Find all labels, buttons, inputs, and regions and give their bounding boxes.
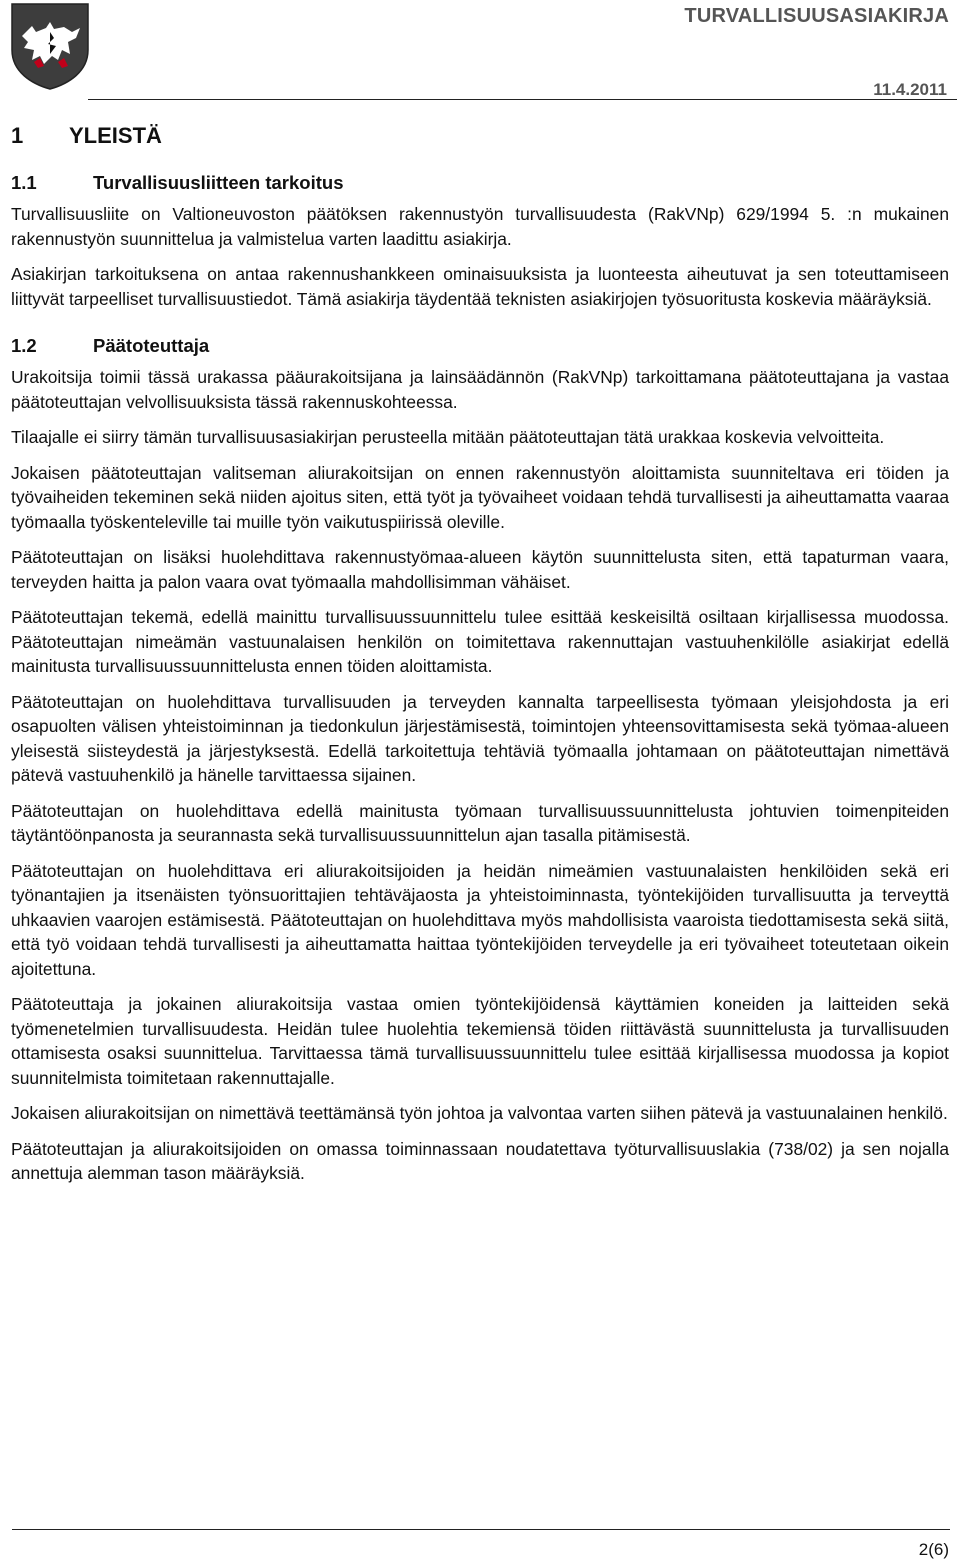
wolf-emblem-icon (10, 2, 90, 90)
paragraph: Päätoteuttajan tekemä, edellä mainittu turvallisuussuunnittelu tulee esittää keskeisiltä osiltaan kirjallisessa muodossa. Päätoteuttajan nimeämän vastuunalaisen henkilön on toimitettava rakennuttajan vastuuhenkilölle asiakirjat edellä mainitusta turvallisuussuunnittelusta ennen töiden aloittamista. (11, 607, 949, 676)
document-date: 11.4.2011 (873, 80, 947, 99)
paragraph: Jokaisen aliurakoitsijan on nimettävä teettämänsä työn johtoa ja valvontaa varten siihen pätevä ja vastuunalainen henkilö. (11, 1103, 948, 1123)
paragraph: Urakoitsija toimii tässä urakassa pääurakoitsijana ja lainsäädännön (RakVNp) tarkoittamana päätoteuttajana ja vastaa päätoteuttajan velvollisuuksista tässä rakennuskohteessa. (11, 367, 949, 412)
document-title: TURVALLISUUSASIAKIRJA (684, 5, 949, 27)
document-body (11, 120, 949, 1197)
paragraph: Päätoteuttajan ja aliurakoitsijoiden on omassa toiminnassaan noudatettava työturvallisuuslakia (738/02) ja sen nojalla annettuja alemman tason määräyksiä. (11, 1138, 949, 1183)
footer-divider (12, 1529, 950, 1530)
subsection-number: 1.1 (11, 172, 37, 193)
paragraph: Päätoteuttajan on huolehdittava eri aliurakoitsijoiden ja heidän nimeämien vastuunalaisten henkilöiden sekä eri työnantajien ja itsenäisten työnsuorittajien tehtäväjaosta ja yhteistoiminnasta, työntekijöiden turvallisuutta ja terveyttä uhkaavien vaarojen estämisestä. Päätoteuttajan on huolehdittava myös mahdollisista vaaroista tiedottamisesta sekä siitä, että työ voidaan tehdä turvallisesti ja aiheuttamatta haittaa työntekijöiden terveydelle ja eri työvaiheet toteutetaan oikein ajoitettuna. (11, 860, 949, 979)
paragraph: Asiakirjan tarkoituksena on antaa rakennushankkeen ominaisuuksista ja luonteesta aiheutuvat ja sen toteuttamiseen liittyvät tarpeelliset turvallisuustiedot. Tämä asiakirja täydentää teknisten asiakirjojen työsuoritusta koskevia määräyksiä. (11, 264, 949, 309)
paragraph: Päätoteuttajan on lisäksi huolehdittava rakennustyömaa-alueen käytön suunnittelusta siten, että tapaturman vaara, terveyden haitta ja palon vaara ovat työmaalla mahdollisimman vähäiset. (11, 547, 949, 592)
subsection-heading-1-2 (11, 333, 949, 359)
header-divider (88, 99, 957, 100)
subsection-number: 1.2 (11, 335, 37, 356)
section-title: YLEISTÄ (69, 123, 162, 148)
subsection-title: Turvallisuusliitteen tarkoitus (93, 172, 344, 193)
paragraph: Päätoteuttaja ja jokainen aliurakoitsija vastaa omien työntekijöidensä käyttämien koneiden ja laitteiden sekä työmenetelmien turvallisuudesta. Heidän tulee huolehtia tekemiensä töiden riittävästä suunnittelusta ja turvallisuuden ottamisesta osaksi suunnittelua. Tarvittaessa tämä turvallisuussuunnittelu tulee esittää kirjallisessa muodossa ja kopiot suunnitelmista toimitetaan rakennuttajalle. (11, 994, 949, 1088)
section-number: 1 (11, 123, 24, 148)
paragraph: Turvallisuusliite on Valtioneuvoston päätöksen rakennustyön turvallisuudesta (RakVNp) 629/1994 5. :n mukainen rakennustyön suunnittelua ja valmistelua varten laadittu asiakirja. (11, 204, 949, 249)
paragraph: Jokaisen päätoteuttajan valitseman aliurakoitsijan on ennen rakennustyön aloittamista suunniteltava eri töiden ja työvaiheiden tekeminen sekä niiden ajoitus siten, että työt ja työvaiheet voidaan tehdä turvallisesti ja aiheuttamatta vaaraa työmaalla työskenteleville tai muille työn vaikutuspiirissä oleville. (11, 462, 949, 532)
page-number: 2(6) (918, 1540, 949, 1559)
subsection-title: Päätoteuttaja (93, 335, 210, 356)
paragraph: Tilaajalle ei siirry tämän turvallisuusasiakirjan perusteella mitään päätoteuttajan tätä urakkaa koskevia velvoitteita. (11, 427, 885, 447)
subsection-heading-1-1 (11, 170, 949, 196)
section-heading-1 (11, 120, 949, 152)
paragraph: Päätoteuttajan on huolehdittava edellä mainitusta työmaan turvallisuussuunnittelusta johtuvien toimenpiteiden täytäntöönpanosta ja seurannasta sekä turvallisuussuunnittelun ajan tasalla pitämisestä. (11, 800, 949, 845)
paragraph: Päätoteuttajan on huolehdittava turvallisuuden ja terveyden kannalta tarpeellisesta työmaan yleisjohdosta ja eri osapuolten välisen yhteistoiminnan ja tiedonkulun järjestämisestä, toimintojen yhteensovittamisesta sekä työmaa-alueen yleisestä siisteydestä ja järjestyksestä. Edellä tarkoitettuja tehtäviä työmaalla johtamaan on päätoteuttajan nimettävä pätevä vastuuhenkilö ja hänelle tarvittaessa sijainen. (11, 691, 949, 785)
